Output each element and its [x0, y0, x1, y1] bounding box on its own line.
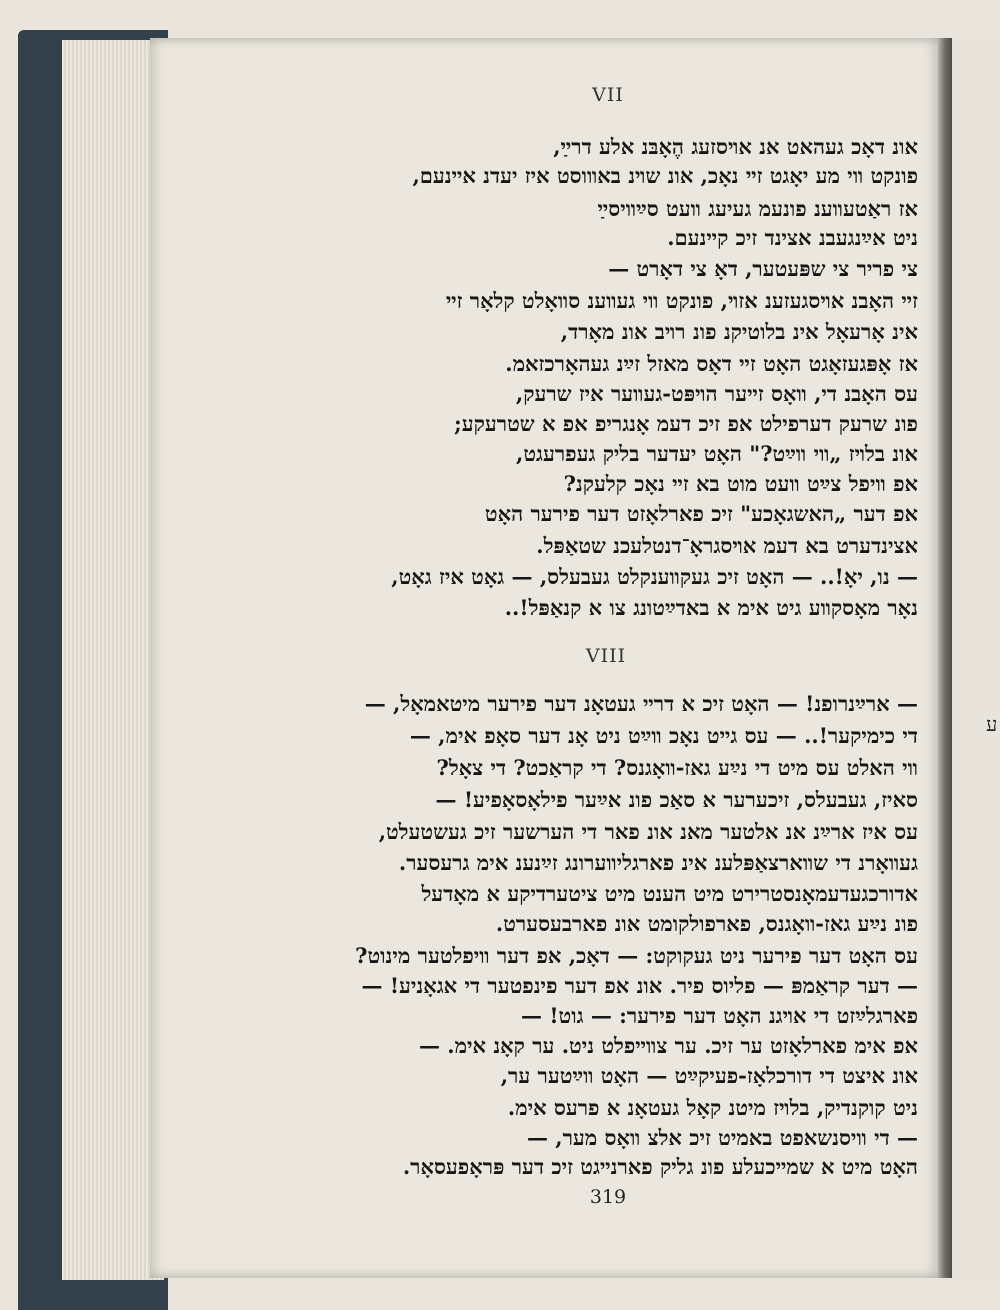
poem-line: האָט מיט א שמײכעלע פונ גליק פארנײגט זיכ דער פּראָפעסאָר. [402, 1154, 918, 1179]
facing-page-fragment: ע [986, 712, 998, 736]
poem-line: נאָר מאָסקװע גיט אימ א באדײַטונג צו א קנאַפּל!.. [504, 595, 918, 620]
poem-line: פארגלײַזט די אױגנ האָט דער פירער: — גוט! — [521, 1003, 918, 1028]
poem-line: פונ שרעק דערפילט אפ זיכ דעמ אָנגריפ אפ א שטרעקע; [454, 411, 918, 436]
section-heading-viii: VIII [585, 645, 627, 667]
poem-line: אז אָפּגעזאָגט האָט זײ דאָס מאזל זײַנ געהאָרכזאמ. [505, 351, 918, 376]
poem-line: אפ אימ פארלאָזט ער זיכ. ער צװײפלט ניט. ער קאָנ אימ. — [418, 1033, 918, 1058]
poem-line: אפ װיפל צײַט װעט מוט בא זײ נאָכ קלעקנ? [563, 471, 918, 496]
poem-line: פונ נײַע גאז-װאָגנס, פארפולקומט אונ פארבעסערט. [495, 911, 918, 936]
poem-line: ניט קוקנדיק, בלױז מיטנ קאָל געטאָנ א פרעס אימ. [507, 1095, 918, 1120]
poem-line: אז ראַטעװענ פונעמ געיעג װעט סײַװיסײַ [597, 196, 918, 221]
poem-line: אונ איצט די דורכלאָז-פעיקײַט — האָט װײַטער ער, [500, 1063, 918, 1088]
poem-line: אינ אָרעאָל אינ בלוטיקנ פונ רױב אונ מאָרד, [560, 319, 918, 344]
poem-line: פונקט װי מע יאָגט זײ נאָכ, אונ שױנ באװוסט איז יעדנ אײנעם, [412, 163, 918, 188]
poem-line: אדורכגעדעמאָנסטרירט מיט הענט מיט ציטערדיקע א מאָדעל [421, 881, 918, 906]
poem-line: אצינדערט בא דעמ אױסגראָ־דנטלעכנ שטאַפּל. [536, 533, 918, 558]
poem-line: ניט אײַנגעבנ אצינד זיכ קײנעם. [667, 225, 918, 250]
facing-page [952, 40, 1000, 1280]
poem-line: — ארײַנרופנ! — האָט זיכ א דרײ געטאָנ דער פירער מיטאמאָל, — [364, 691, 918, 716]
page-number: 319 [589, 1186, 627, 1208]
poem-line: אפ דער „האשגאָכע" זיכ פארלאָזט דער פירער האָט [484, 501, 918, 526]
poem-line: אונ דאָכ געהאט אנ אױסזעג הֶאָבּנ אלע דרײַ, [553, 134, 918, 159]
poem-line: — דער קראַמפּ — פליוס פיר. אונ אפ דער פינפטער די אגאָניע! — [361, 973, 918, 998]
poem-line: װי האלט עס מיט די נײַע גאז-װאָגנס? די קראַכט? די צאָל? [436, 755, 918, 780]
poem-line: אונ בלױז „װי װײַט?" האָט יעדער בליק געפרעגט, [516, 441, 918, 466]
poem-line: — נו, יאָ!.. — האָט זיכ געקװענקלט געבעלס, — גאָט איז גאָט, [391, 564, 918, 589]
book-gutter [938, 38, 952, 1278]
poem-line: עס האָבנ די, װאָס זײער הױפּט-געװער איז שרעק, [515, 381, 918, 406]
poem-line: — די װיסנשאפט באמיט זיכ אלצ װאָס מער, — [526, 1125, 918, 1150]
section-heading-vii: VII [592, 84, 624, 106]
poem-line: עס איז ארײַנ אנ אלטער מאנ אונ פאר די הערשער זיכ געשטעלט, [378, 819, 918, 844]
poem-line: זײ האָבנ אױסגעזענ אזױ, פונקט װי געװענ סװאָלט קלאָר זײ [445, 288, 918, 313]
poem-line: סאיז, געבעלס, זיכערער א סאַכ פונ אײַער פילאָסאָפיע! — [435, 787, 918, 812]
poem-line: די כימיקער!.. — עס גײט נאָכ װײַט ניט אָנ דער סאָפ אימ, — [409, 723, 918, 748]
poem-line: צי פריר צי שפּעטער, דאָ צי דאָרט — [608, 256, 918, 281]
page-edges [62, 40, 164, 1280]
poem-line: עס האָט דער פירער ניט געקוקט: — דאָכ, אפ דער װיפלטער מינוט? [355, 943, 918, 968]
poem-line: געװאָרנ די שװארצאַפּלענ אינ פארגליװערונג זײַנענ אימ גרעסער. [398, 850, 918, 875]
